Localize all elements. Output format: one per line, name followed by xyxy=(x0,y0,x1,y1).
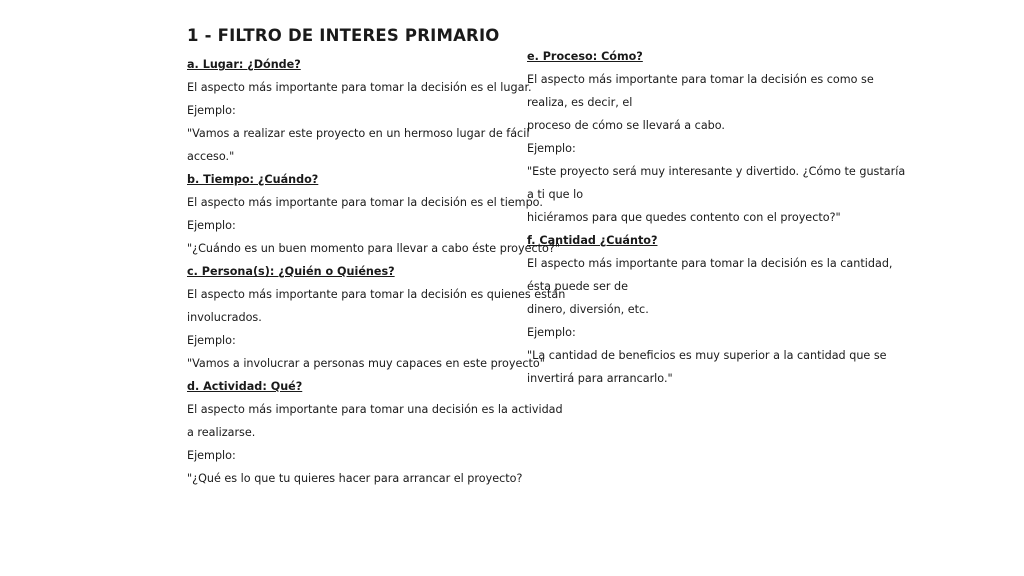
text-line: involucrados. xyxy=(187,311,262,324)
text-line: El aspecto más importante para tomar la decisión es la cantidad, xyxy=(527,257,893,270)
text-line: Ejemplo: xyxy=(187,449,236,462)
text-line: "Vamos a involucrar a personas muy capaces en este proyecto" xyxy=(187,357,545,370)
text-line: hiciéramos para que quedes contento con el proyecto?" xyxy=(527,211,841,224)
text-line: El aspecto más importante para tomar la decisión es como se xyxy=(527,73,874,86)
text-line: ésta puede ser de xyxy=(527,280,628,293)
text-line: "La cantidad de beneficios es muy superior a la cantidad que se xyxy=(527,349,887,362)
right-column xyxy=(527,45,906,390)
text-line: invertirá para arrancarlo." xyxy=(527,372,673,385)
text-line: a realizarse. xyxy=(187,426,256,439)
text-line: "¿Qué es lo que tu quieres hacer para arrancar el proyecto? xyxy=(187,472,523,485)
section-heading: f. Cantidad ¿Cuánto? xyxy=(527,234,658,247)
text-line: El aspecto más importante para tomar la decisión es el lugar. xyxy=(187,81,532,94)
text-line: El aspecto más importante para tomar la decisión es el tiempo. xyxy=(187,196,543,209)
text-line: Ejemplo: xyxy=(187,219,236,232)
text-line: Ejemplo: xyxy=(527,326,576,339)
text-line: El aspecto más importante para tomar la decisión es quienes están xyxy=(187,288,566,301)
text-line: Ejemplo: xyxy=(527,142,576,155)
text-line: proceso de cómo se llevará a cabo. xyxy=(527,119,725,132)
section-heading: c. Persona(s): ¿Quién o Quiénes? xyxy=(187,265,395,278)
section-heading: d. Actividad: Qué? xyxy=(187,380,303,393)
text-line: "¿Cuándo es un buen momento para llevar a cabo éste proyecto?" xyxy=(187,242,560,255)
page-title: 1 - FILTRO DE INTERES PRIMARIO xyxy=(187,26,500,45)
section-heading: b. Tiempo: ¿Cuándo? xyxy=(187,173,319,186)
text-line: a ti que lo xyxy=(527,188,584,201)
section-heading: e. Proceso: Cómo? xyxy=(527,50,643,63)
text-line: "Este proyecto será muy interesante y divertido. ¿Cómo te gustaría xyxy=(527,165,906,178)
text-line: dinero, diversión, etc. xyxy=(527,303,649,316)
text-line: realiza, es decir, el xyxy=(527,96,633,109)
text-line: "Vamos a realizar este proyecto en un hermoso lugar de fácil xyxy=(187,127,530,140)
section-heading: a. Lugar: ¿Dónde? xyxy=(187,58,301,71)
text-line: acceso." xyxy=(187,150,235,163)
text-line: Ejemplo: xyxy=(187,104,236,117)
text-line: El aspecto más importante para tomar una decisión es la actividad xyxy=(187,403,563,416)
text-line: Ejemplo: xyxy=(187,334,236,347)
